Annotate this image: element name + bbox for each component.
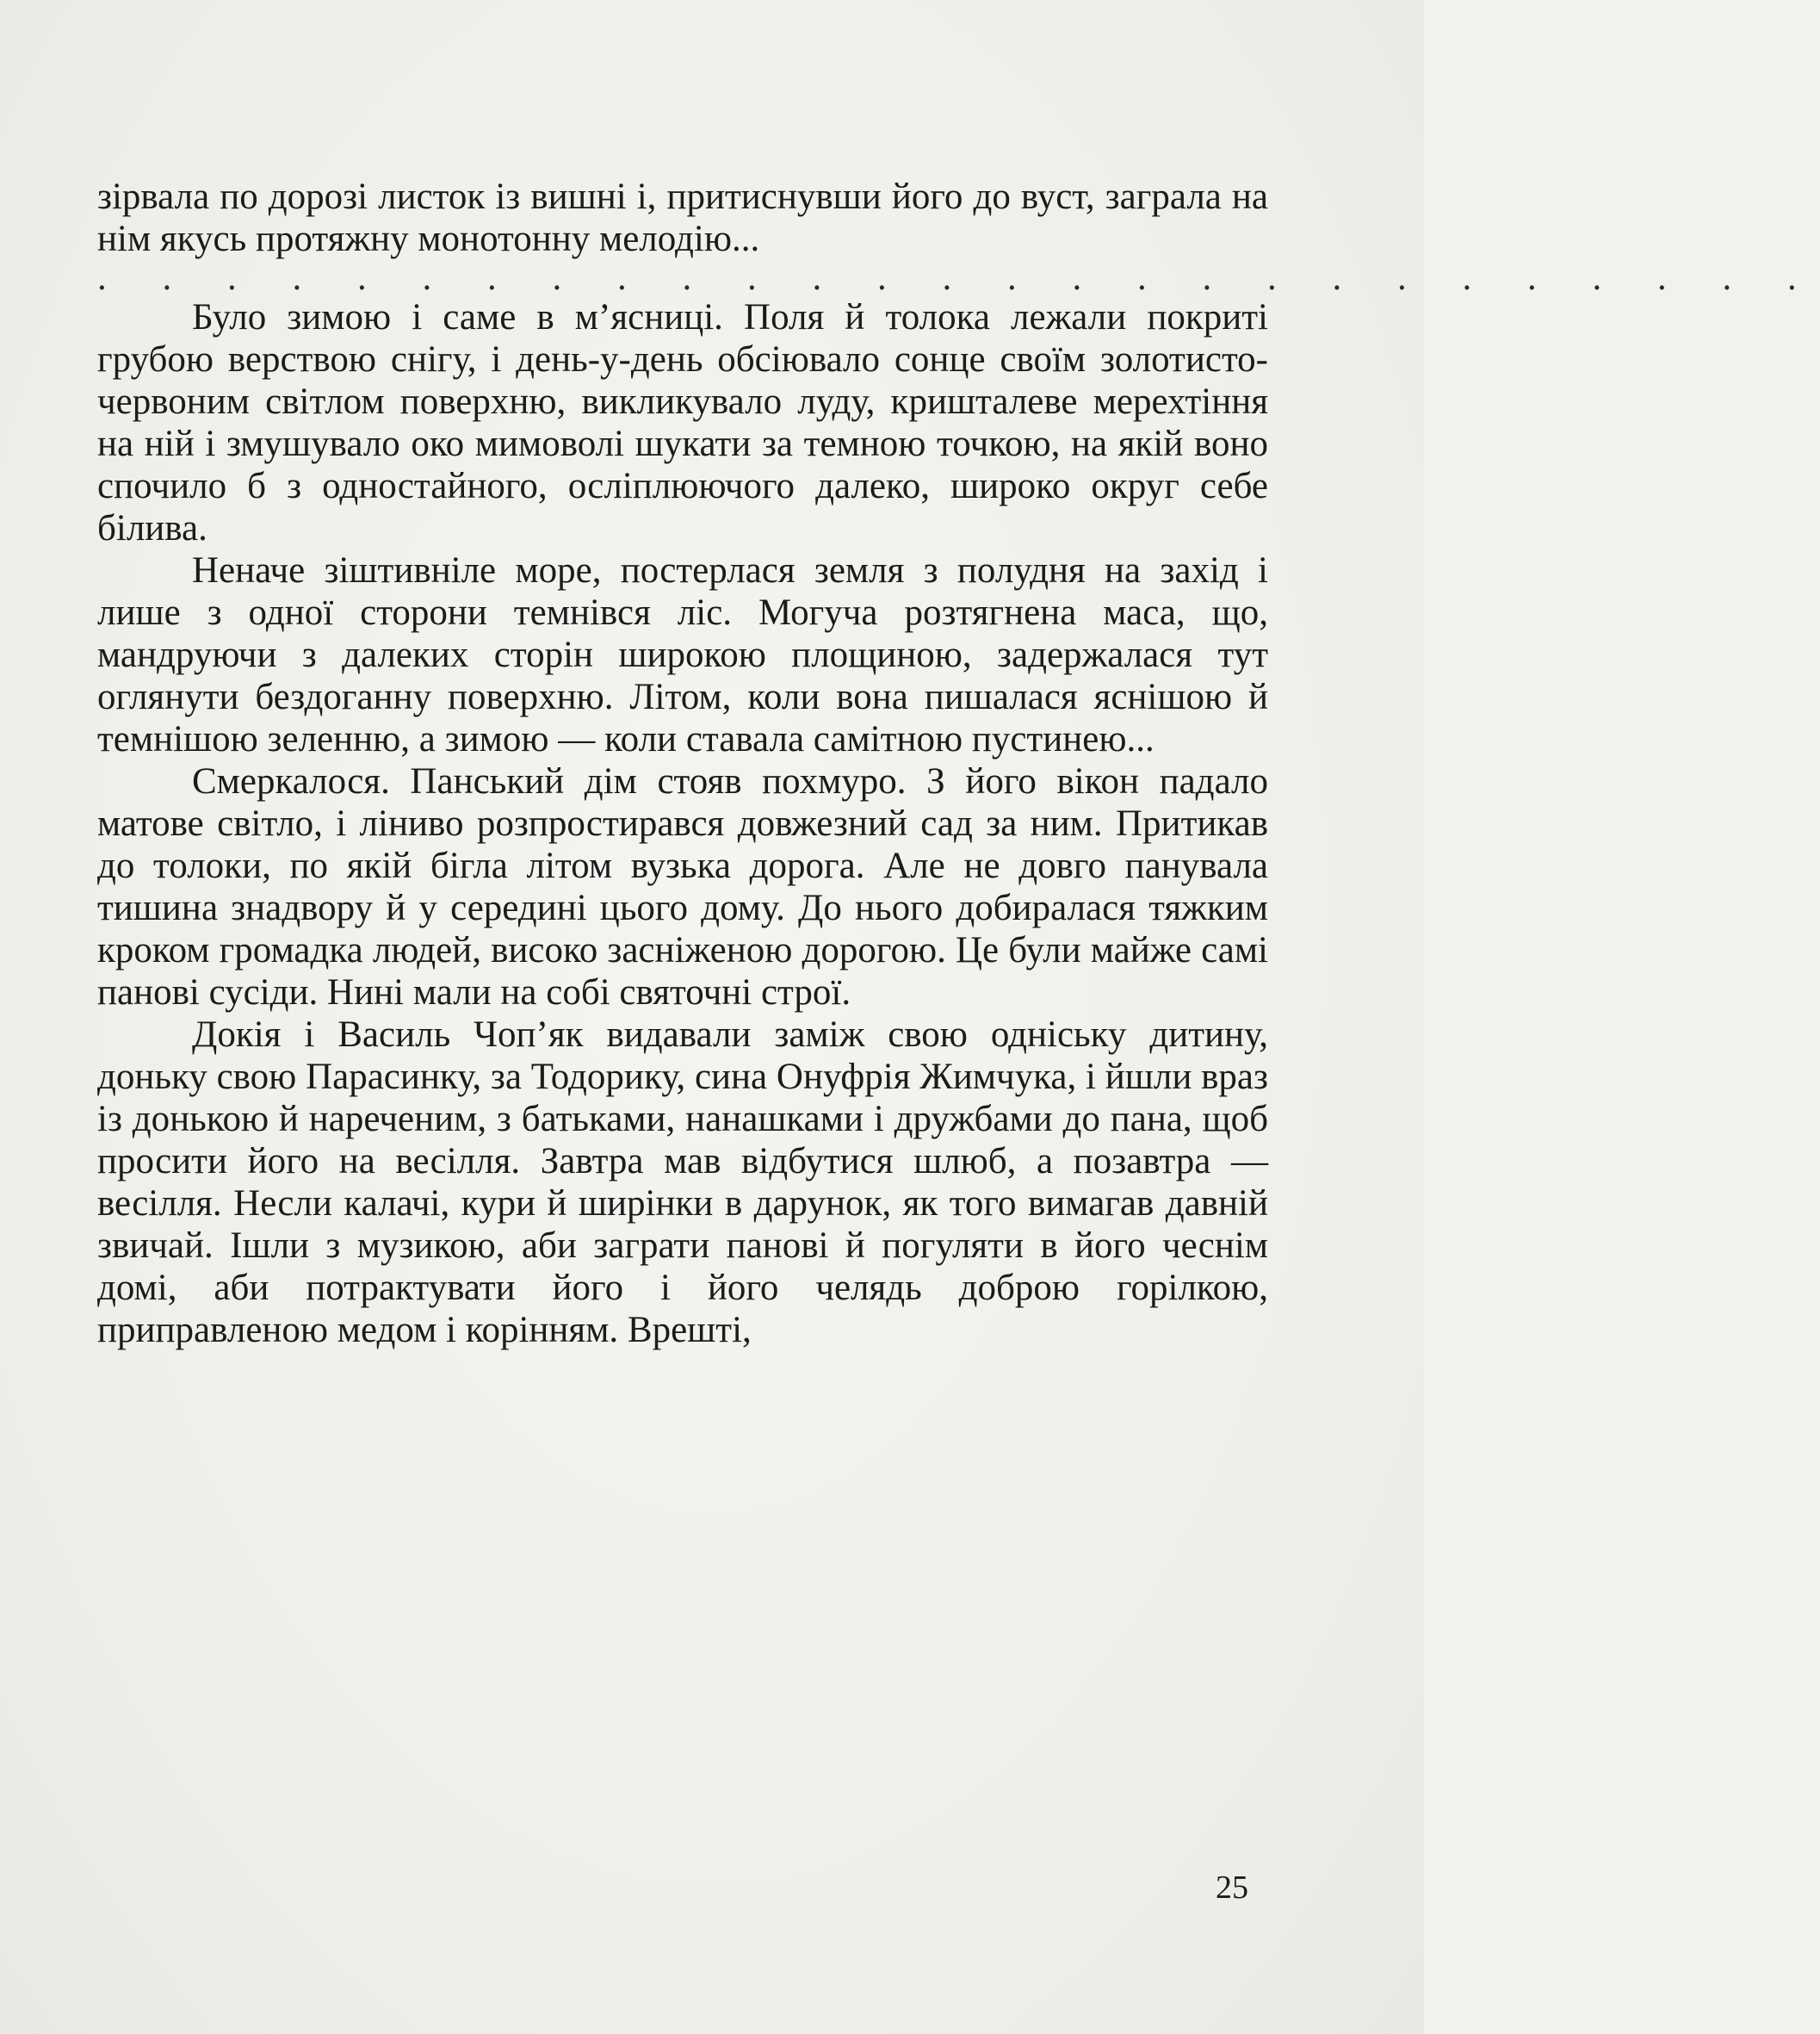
paragraph-2: Було зимою і саме в м’ясниці. Поля й толока лежали покриті грубою верствою снігу, і день-у-день обсіювало сонце своїм золотисто-червоним світлом поверхню, викликувало луду, кришталеве мерехтіння на ній і змушувало око мимоволі шукати за темною точкою, на якій воно спочило б з одностайного, осліплюючого далеко, широко округ себе білива. [97, 297, 1268, 549]
paragraph-5: Докія і Василь Чоп’як видавали заміж свою одніську дитину, доньку свою Парасинку, за Тодорику, сина Онуфрія Жимчука, і йшли враз із донькою й нареченим, з батьками, нанашками і дружбами до пана, щоб просити його на весілля. Завтра мав відбутися шлюб, а позавтра — весілля. Несли калачі, кури й ширінки в дарунок, як того вимагав давній звичай. Ішли з музикою, аби заграти панові й погуляти в його чеснім домі, аби потрактувати його і його челядь доброю горілкою, приправленою медом і корінням. Врешті, [97, 1014, 1268, 1350]
page-text [97, 176, 1820, 1351]
paragraph-4: Смеркалося. Панський дім стояв похмуро. З його вікон падало матове світло, і ліниво розпростирався довжезний сад за ним. Притикав до толоки, по якій бігла літом вузька дорога. Але не довго панувала тишина знадвору й у середині цього дому. До нього добиралася тяжким кроком громадка людей, високо засніженою дорогою. Це були майже самі панові сусіди. Нині мали на собі святочні строї. [97, 761, 1268, 1013]
page-number: 25 [1216, 1870, 1248, 1906]
paragraph-3: Неначе зіштивніле море, постерлася земля з полудня на захід і лише з одної сторони темнівся ліс. Могуча розтягнена маса, що, мандруючи з далеких сторін широкою площиною, задержалася тут оглянути бездоганну поверхню. Літом, коли вона пишалася яснішою й темнішою зеленню, а зимою — коли ставала самітною пустинею... [97, 550, 1268, 760]
paragraph-1: зірвала по дорозі листок із вишні і, притиснувши його до вуст, заграла на нім якусь протяжну монотонну мелодію... [97, 177, 1268, 259]
section-separator: . . . . . . . . . . . . . . . . . . . . . . . . . . . [97, 257, 1820, 298]
